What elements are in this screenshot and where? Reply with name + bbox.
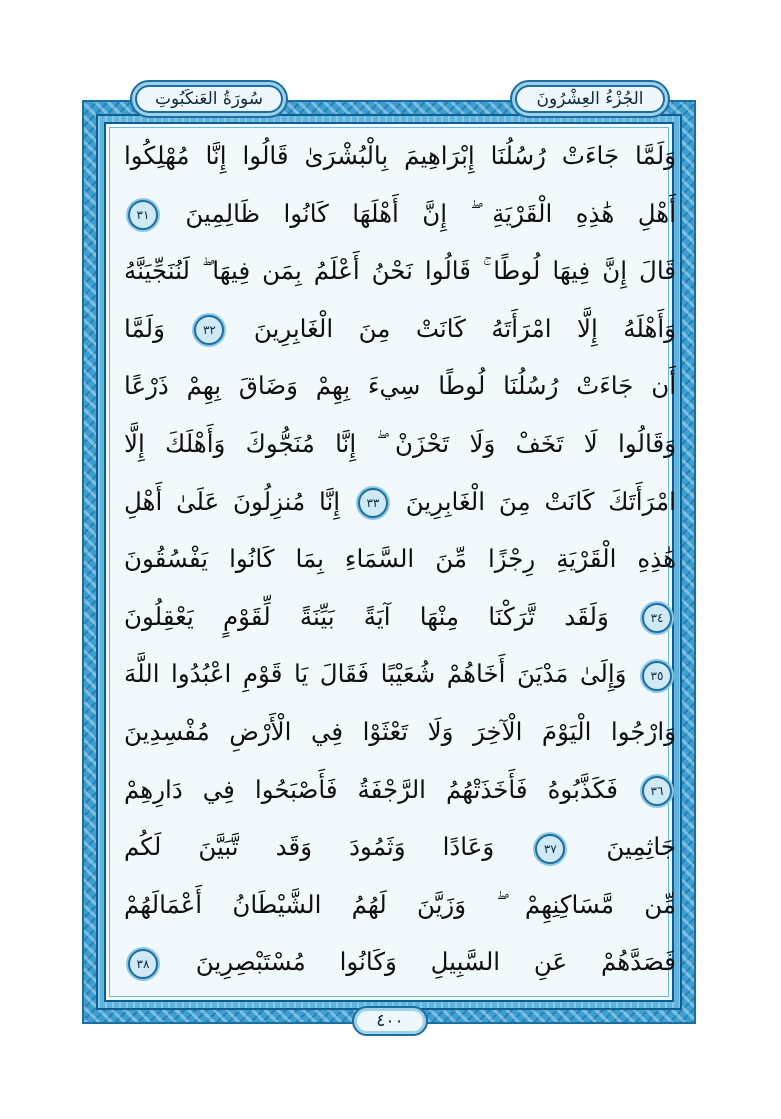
page-number: ٤٠٠ bbox=[352, 1006, 428, 1036]
verse-text: وَقَالُوا لَا تَخَفْ وَلَا تَحْزَنْ ۖ إِنَّا مُنَجُّوكَ وَأَهْلَكَ إِلَّا bbox=[124, 429, 676, 458]
verse-text: وَلَمَّا bbox=[124, 313, 165, 343]
juz-title: الجُزْءُ العِشْرُونَ bbox=[510, 80, 670, 118]
verse-text: وَعَادًا وَثَمُودَ وَقَد تَّبَيَّنَ لَكُم bbox=[124, 832, 495, 862]
verse-line bbox=[124, 301, 676, 357]
verse-line bbox=[124, 474, 676, 530]
verse-text: إِنَّا مُنزِلُونَ عَلَىٰ أَهْلِ bbox=[124, 486, 341, 516]
verse-line bbox=[124, 186, 676, 242]
verse-text: قَالَ إِنَّ فِيهَا لُوطًا ۚ قَالُوا نَحْنُ أَعْلَمُ بِمَن فِيهَا ۖ لَنُنَجِّيَنَّهُ bbox=[124, 256, 676, 286]
verse-line bbox=[124, 877, 676, 933]
ayah-number-marker: ٣٧ bbox=[535, 834, 565, 864]
verse-line bbox=[124, 589, 676, 645]
verse-text: فَكَذَّبُوهُ فَأَخَذَتْهُمُ الرَّجْفَةُ فَأَصْبَحُوا فِي دَارِهِمْ bbox=[124, 774, 618, 804]
verse-line bbox=[124, 819, 676, 875]
ayah-number-marker: ٣٨ bbox=[128, 949, 158, 979]
verse-text: أَن جَاءَتْ رُسُلُنَا لُوطًا سِيءَ بِهِمْ وَضَاقَ بِهِمْ ذَرْعًا bbox=[124, 371, 676, 401]
verse-line bbox=[124, 762, 676, 818]
surah-title: سُورَةُ العَنكَبُوتِ bbox=[130, 80, 288, 118]
verse-text: وَلَمَّا جَاءَتْ رُسُلُنَا إِبْرَاهِيمَ بِالْبُشْرَىٰ قَالُوا إِنَّا مُهْلِكُوا bbox=[124, 141, 676, 170]
verse-text: فَصَدَّهُمْ عَنِ السَّبِيلِ وَكَانُوا مُسْتَبْصِرِينَ bbox=[195, 947, 676, 977]
verse-line bbox=[124, 934, 676, 990]
ayah-number-marker: ٣٥ bbox=[642, 661, 672, 691]
verse-text: وَلَقَد تَّرَكْنَا مِنْهَا آيَةً بَيِّنَةً لِّقَوْمٍ يَعْقِلُونَ bbox=[124, 601, 609, 631]
verse-text: جَاثِمِينَ bbox=[606, 832, 676, 862]
verse-text: وَارْجُوا الْيَوْمَ الْآخِرَ وَلَا تَعْثَوْا فِي الْأَرْضِ مُفْسِدِينَ bbox=[124, 717, 676, 746]
ayah-number-marker: ٣٣ bbox=[358, 488, 388, 518]
verse-line bbox=[124, 243, 676, 299]
ayah-number-marker: ٣٦ bbox=[642, 776, 672, 806]
ayah-number-marker: ٣٢ bbox=[194, 315, 224, 345]
verse-text: أَهْلِ هَٰذِهِ الْقَرْيَةِ ۖ إِنَّ أَهْلَهَا كَانُوا ظَالِمِينَ bbox=[185, 198, 676, 228]
verse-text: امْرَأَتَكَ كَانَتْ مِنَ الْغَابِرِينَ bbox=[405, 486, 676, 516]
verse-text: وَأَهْلَهُ إِلَّا امْرَأَتَهُ كَانَتْ مِنَ الْغَابِرِينَ bbox=[253, 313, 676, 343]
verse-line bbox=[124, 646, 676, 702]
verse-text: وَإِلَىٰ مَدْيَنَ أَخَاهُمْ شُعَيْبًا فَقَالَ يَا قَوْمِ اعْبُدُوا اللَّهَ bbox=[124, 659, 627, 689]
verse-text: هَٰذِهِ الْقَرْيَةِ رِجْزًا مِّنَ السَّمَاءِ بِمَا كَانُوا يَفْسُقُونَ bbox=[124, 544, 676, 574]
verse-line bbox=[124, 704, 676, 760]
verse-line bbox=[124, 128, 676, 184]
verse-text: مِّن مَّسَاكِنِهِمْ ۖ وَزَيَّنَ لَهُمُ الشَّيْطَانُ أَعْمَالَهُمْ bbox=[124, 889, 676, 919]
verse-line bbox=[124, 416, 676, 472]
ayah-number-marker: ٣٤ bbox=[642, 603, 672, 633]
verse-line bbox=[124, 531, 676, 587]
verse-line bbox=[124, 358, 676, 414]
ayah-number-marker: ٣١ bbox=[128, 200, 158, 230]
